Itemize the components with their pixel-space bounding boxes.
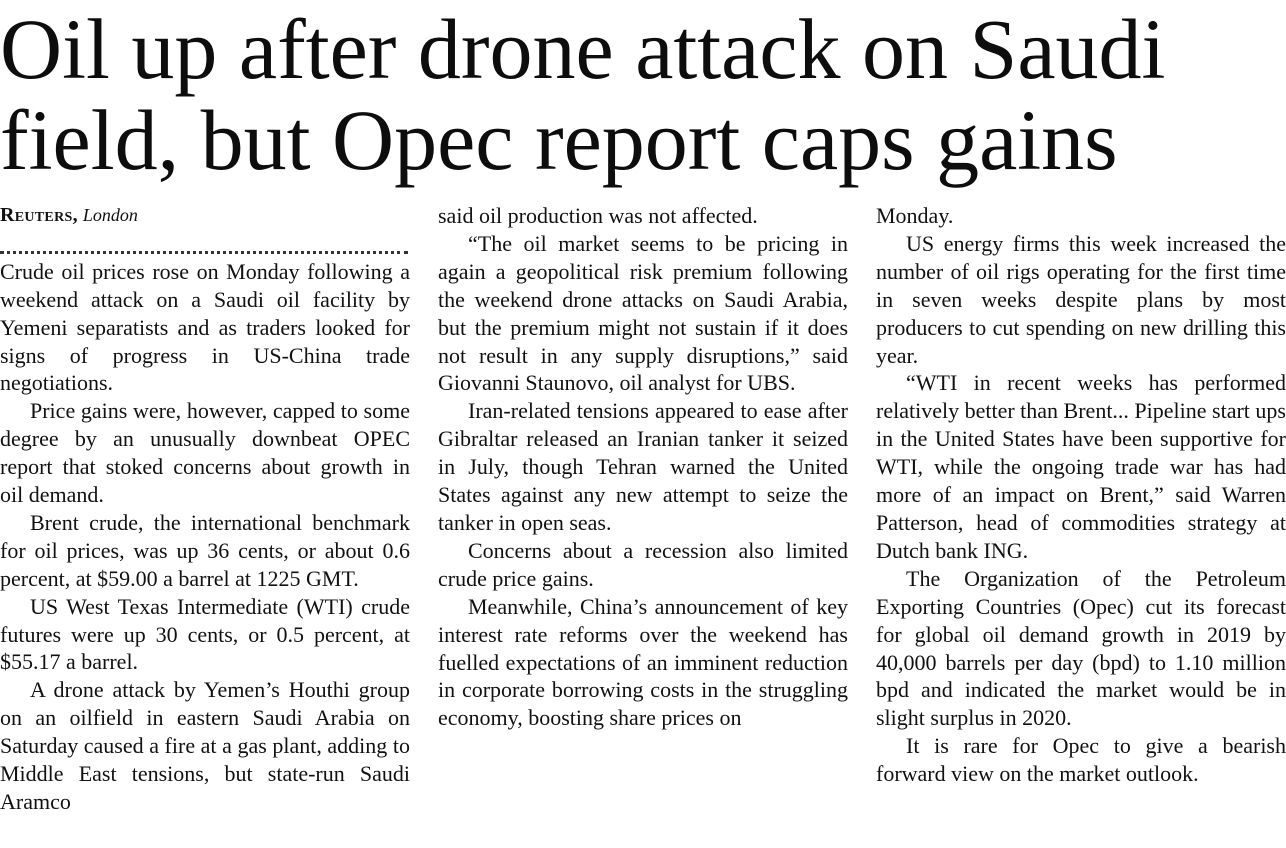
headline xyxy=(0,1,1286,188)
paragraph: Meanwhile, China’s announcement of key interest rate reforms over the weekend has fuelled expectations of an imminent reduction in corporate borrowing costs in the struggling economy, boosting share prices on xyxy=(438,593,848,731)
paragraph: The Organization of the Petroleum Exporting Countries (Opec) cut its forecast for global oil demand growth in 2019 by 40,000 barrels per day (bpd) to 1.10 million bpd and indicated the market would be in slight surplus in 2020. xyxy=(876,565,1286,731)
paragraph: US energy firms this week increased the number of oil rigs operating for the first time in seven weeks despite plans by most producers to cut spending on new drilling this year. xyxy=(876,230,1286,368)
paragraph: It is rare for Opec to give a bearish forward view on the market outlook. xyxy=(876,733,1286,787)
paragraph: A drone attack by Yemen’s Houthi group on an oilfield in eastern Saudi Arabia on Saturday caused a fire at a gas plant, adding to Middle East tensions, but state-run Saudi Aramco xyxy=(0,677,410,814)
paragraph: Iran-related tensions appeared to ease after Gibraltar released an Iranian tanker it seized in July, though Tehran warned the United States against any new attempt to seize the tanker in open seas. xyxy=(438,398,848,535)
paragraph: Monday. xyxy=(876,203,954,228)
paragraph: “The oil market seems to be pricing in again a geopolitical risk premium following the weekend drone attacks on Saudi Arabia, but the premium might not sustain if it does not result in any supply disruptions,” said Giovanni Staunovo, oil analyst for UBS. xyxy=(438,230,848,396)
paragraph: “WTI in recent weeks has performed relatively better than Brent... Pipeline start ups in the United States have been supportive for WTI, while the ongoing trade war has had more of an impact on Brent,” said Warren Patterson, head of commodities strategy at Dutch bank ING. xyxy=(876,370,1286,563)
dotted-divider xyxy=(0,226,408,254)
article-column-2 xyxy=(438,202,848,732)
article-column-3 xyxy=(876,202,1286,788)
paragraph: US West Texas Intermediate (WTI) crude futures were up 30 cents, or 0.5 percent, at $55.17 a barrel. xyxy=(0,593,410,675)
paragraph: Brent crude, the international benchmark for oil prices, was up 36 cents, or about 0.6 percent, at $59.00 a barrel at 1225 GMT. xyxy=(0,509,410,591)
article-column-1 xyxy=(0,202,410,816)
headline-line-1: Oil up after drone attack on Saudi xyxy=(0,1,1166,97)
byline-agency: Reuters, xyxy=(0,204,78,226)
headline-line-2: field, but Opec report caps gains xyxy=(0,92,1118,188)
paragraph: Crude oil prices rose on Monday following a weekend attack on a Saudi oil facility by Yemeni separatists and as traders looked for signs of progress in US-China trade negotiations. xyxy=(0,258,410,396)
byline-city: London xyxy=(82,205,138,225)
paragraph: Price gains were, however, capped to some degree by an unusually downbeat OPEC report that stoked concerns about growth in oil demand. xyxy=(0,398,410,508)
paragraph: Concerns about a recession also limited crude price gains. xyxy=(438,537,848,591)
paragraph: said oil production was not affected. xyxy=(438,203,758,228)
